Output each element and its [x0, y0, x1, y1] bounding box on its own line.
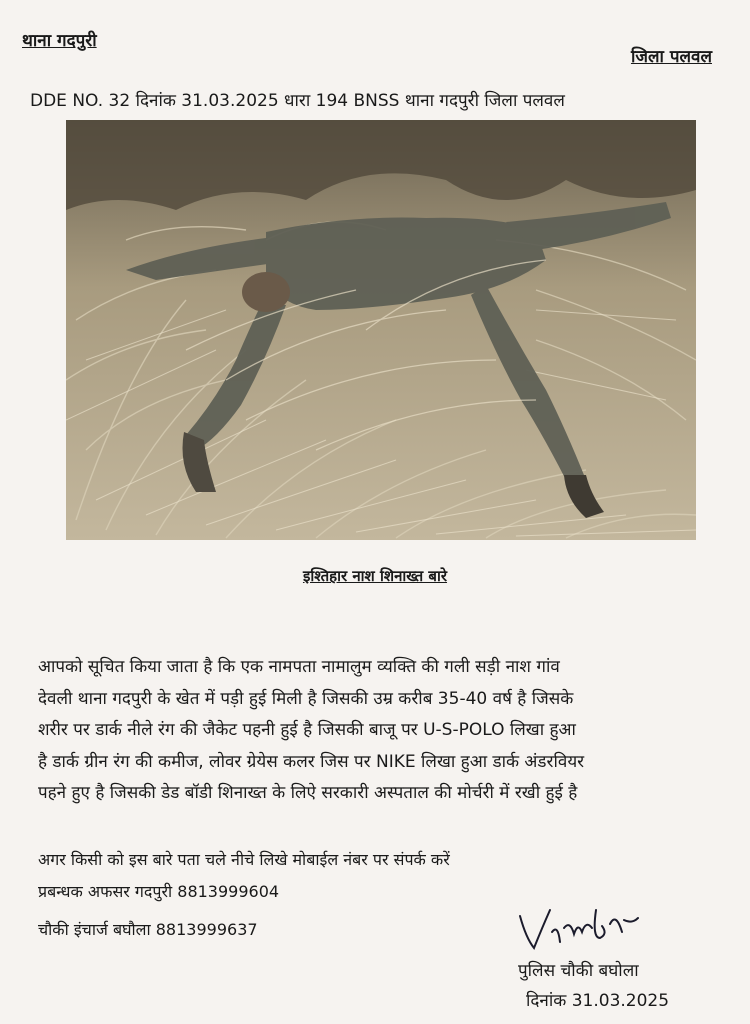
body-line: शरीर पर डार्क नीले रंग की जैकेट पहनी हुई है जिसकी बाजू पर U-S-POLO लिखा हुआ: [38, 720, 576, 740]
contact-line-officer: प्रबन्धक अफसर गदपुरी 8813999604: [38, 882, 280, 901]
body-photo: [66, 120, 696, 540]
body-line: आपको सूचित किया जाता है कि एक नामपता नामालुम व्यक्ति की गली सड़ी नाश गांव: [38, 657, 560, 677]
notice-caption-text: इश्तिहार नाश शिनाख्त बारे: [302, 567, 448, 585]
signer-name: पुलिस चौकी बघोला: [518, 961, 639, 981]
contact-intro: अगर किसी को इस बारे पता चले नीचे लिखे मोबाईल नंबर पर संपर्क करें: [38, 850, 450, 869]
body-line: देवली थाना गदपुरी के खेत में पड़ी हुई मिली है जिसकी उम्र करीब 35-40 वर्ष है जिसके: [38, 688, 574, 709]
contact-line-chowki: चौकी इंचार्ज बघौला 8813999637: [38, 920, 258, 939]
handwritten-signature: [512, 898, 652, 958]
district-heading: जिला पलवल: [630, 47, 712, 67]
signature-date: दिनांक 31.03.2025: [526, 991, 670, 1011]
body-line: है डार्क ग्रीन रंग की कमीज, लोवर ग्रेयेस कलर जिस पर NIKE लिखा हुआ डार्क अंडरवियर: [38, 751, 585, 772]
station-heading: थाना गदपुरी: [22, 31, 97, 51]
notice-body: [38, 652, 728, 810]
reference-line: DDE NO. 32 दिनांक 31.03.2025 धारा 194 BNSS थाना गदपुरी जिला पलवल: [30, 91, 565, 111]
notice-caption: [0, 566, 750, 586]
body-line: पहने हुए है जिसकी डेड बॉडी शिनाख्त के लिऐ सरकारी अस्पताल की मोर्चरी में रखी हुई है: [38, 783, 578, 803]
